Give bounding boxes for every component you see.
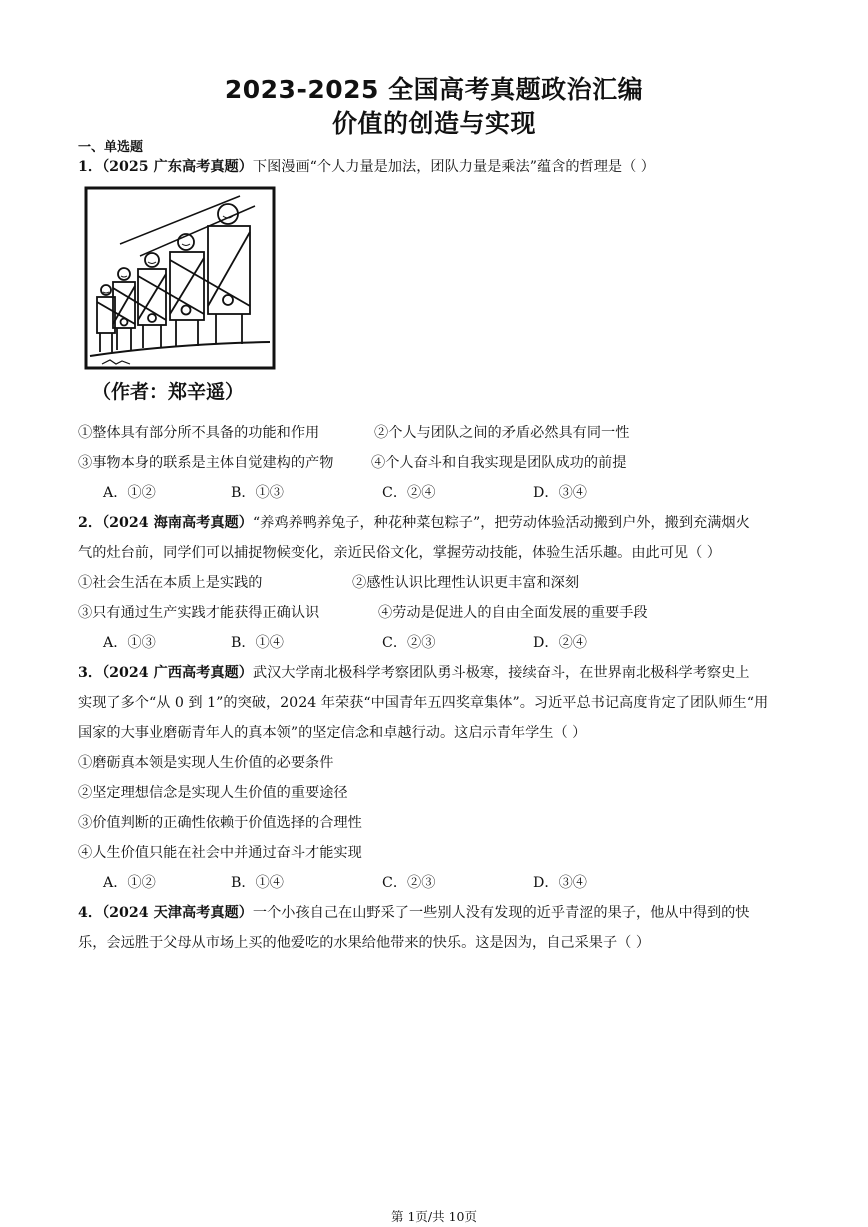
statement: ④劳动是促进人的自由全面发展的重要手段 xyxy=(378,605,648,621)
question-text: 气的灶台前，同学们可以捕捉物候变化，亲近民俗文化，掌握劳动技能，体验生活乐趣。由此可见（ ） xyxy=(78,545,721,561)
option-b[interactable]: B．①④ xyxy=(231,635,284,651)
statement: ②坚定理想信念是实现人生价值的重要途径 xyxy=(78,785,348,801)
question-source: （2024 广西高考真题） xyxy=(102,665,253,681)
statement: ③价值判断的正确性依赖于价值选择的合理性 xyxy=(78,815,362,831)
cartoon-caption: （作者：郑辛遥） xyxy=(92,381,245,403)
question-4-stem xyxy=(78,902,749,922)
option-b[interactable]: B．①③ xyxy=(231,485,284,501)
statement: ①整体具有部分所不具备的功能和作用 xyxy=(78,425,320,441)
option-d[interactable]: D．③④ xyxy=(533,485,587,501)
question-number: 3． xyxy=(78,665,103,681)
option-d[interactable]: D．③④ xyxy=(533,875,587,891)
option-d[interactable]: D．②④ xyxy=(533,635,587,651)
document-title: 2023-2025 全国高考真题政治汇编 xyxy=(224,75,644,104)
statement: ③只有通过生产实践才能获得正确认识 xyxy=(78,605,320,621)
question-source: （2024 天津高考真题） xyxy=(102,905,253,921)
statement: ④个人奋斗和自我实现是团队成功的前提 xyxy=(371,455,627,471)
option-c[interactable]: C．②③ xyxy=(382,635,436,651)
cartoon-image xyxy=(80,184,288,412)
question-3-stem xyxy=(78,662,749,682)
question-source: （2025 广东高考真题） xyxy=(102,159,253,175)
question-text: “养鸡养鸭养兔子，种花种菜包粽子”，把劳动体验活动搬到户外，搬到充满烟火 xyxy=(252,515,750,531)
section-heading: 一、单选题 xyxy=(78,140,144,155)
option-a[interactable]: A．①② xyxy=(103,485,156,501)
question-text: 国家的大事业磨砺青年人的真本领”的坚定信念和卓越行动。这启示青年学生（ ） xyxy=(78,725,587,741)
option-b[interactable]: B．①④ xyxy=(231,875,284,891)
question-number: 2． xyxy=(78,515,103,531)
question-number: 4． xyxy=(78,905,103,921)
statement: ②个人与团队之间的矛盾必然具有同一性 xyxy=(374,425,630,441)
statement: ③事物本身的联系是主体自觉建构的产物 xyxy=(78,455,334,471)
statement: ④人生价值只能在社会中并通过奋斗才能实现 xyxy=(78,845,362,861)
question-text: 武汉大学南北极科学考察团队勇斗极寒，接续奋斗，在世界南北极科学考察史上 xyxy=(252,665,750,681)
question-2-stem xyxy=(78,512,750,532)
document-subtitle: 价值的创造与实现 xyxy=(331,109,536,138)
question-text: 实现了多个“从 0 到 1”的突破，2024 年荣获“中国青年五四奖章集体”。习近平总书记高度肯定了团队师生“用 xyxy=(78,695,769,711)
question-source: （2024 海南高考真题） xyxy=(102,515,253,531)
option-c[interactable]: C．②④ xyxy=(382,485,436,501)
question-text: 一个小孩自己在山野采了一些别人没有发现的近乎青涩的果子，他从中得到的快 xyxy=(252,905,750,921)
statement: ①社会生活在本质上是实践的 xyxy=(78,575,263,591)
question-text: 下图漫画“个人力量是加法，团队力量是乘法”蕴含的哲理是（ ） xyxy=(252,159,655,175)
question-number: 1． xyxy=(78,159,103,175)
option-a[interactable]: A．①③ xyxy=(103,635,156,651)
statement: ②感性认识比理性认识更丰富和深刻 xyxy=(352,575,580,591)
page-footer: 第 1页/共 10页 xyxy=(390,1209,478,1224)
question-1-stem xyxy=(78,156,655,176)
statement: ①磨砺真本领是实现人生价值的必要条件 xyxy=(78,755,334,771)
question-text: 乐，会远胜于父母从市场上买的他爱吃的水果给他带来的快乐。这是因为，自己采果子（ ） xyxy=(78,935,651,951)
option-c[interactable]: C．②③ xyxy=(382,875,436,891)
option-a[interactable]: A．①② xyxy=(103,875,156,891)
